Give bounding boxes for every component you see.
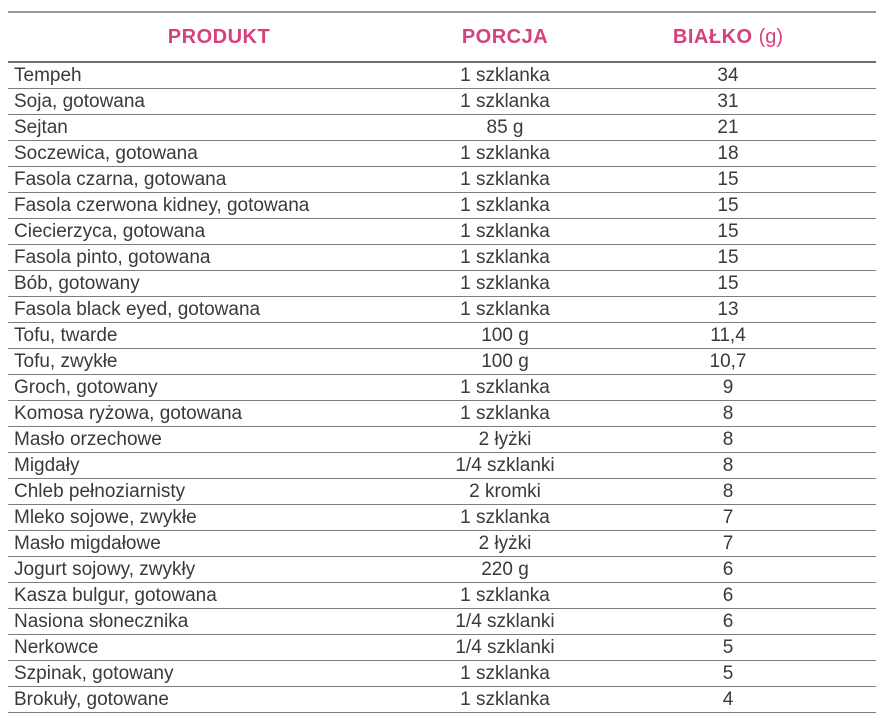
protein-cell: 11,4 [580,322,876,348]
product-cell: Kasza bulgur, gotowana [8,582,430,608]
portion-cell: 2 kromki [430,478,580,504]
header-product-label: PRODUKT [167,25,271,48]
portion-cell: 1 szklanka [430,244,580,270]
portion-cell: 1 szklanka [430,218,580,244]
protein-cell: 15 [580,166,876,192]
table-row [8,348,876,374]
protein-cell: 21 [580,114,876,140]
protein-cell: 9 [580,374,876,400]
table-row [8,322,876,348]
portion-cell: 1 szklanka [430,686,580,712]
protein-cell: 13 [580,296,876,322]
product-cell: Fasola black eyed, gotowana [8,296,430,322]
header-portion [430,12,580,62]
portion-cell: 220 g [430,556,580,582]
product-cell: Brokuły, gotowane [8,686,430,712]
table-row [8,218,876,244]
table-row [8,452,876,478]
protein-cell: 10,7 [580,348,876,374]
product-cell: Masło orzechowe [8,426,430,452]
portion-cell: 100 g [430,322,580,348]
portion-cell: 100 g [430,348,580,374]
product-cell: Fasola pinto, gotowana [8,244,430,270]
protein-cell: 15 [580,192,876,218]
portion-cell: 1 szklanka [430,166,580,192]
table-row [8,166,876,192]
product-cell: Tofu, twarde [8,322,430,348]
table-row [8,296,876,322]
header-protein-unit: (g) [758,25,784,48]
product-cell: Fasola czerwona kidney, gotowana [8,192,430,218]
table-row [8,88,876,114]
protein-cell: 4 [580,686,876,712]
protein-cell: 15 [580,218,876,244]
protein-cell: 5 [580,634,876,660]
protein-cell: 5 [580,660,876,686]
product-cell: Tofu, zwykłe [8,348,430,374]
portion-cell: 1 szklanka [430,504,580,530]
product-cell: Migdały [8,452,430,478]
protein-cell: 6 [580,556,876,582]
protein-cell: 15 [580,244,876,270]
portion-cell: 1 szklanka [430,270,580,296]
portion-cell: 1 szklanka [430,374,580,400]
portion-cell: 85 g [430,114,580,140]
table-row [8,426,876,452]
product-cell: Bób, gotowany [8,270,430,296]
portion-cell: 1/4 szklanki [430,452,580,478]
table-row [8,608,876,634]
portion-cell: 1 szklanka [430,62,580,88]
header-product [8,12,430,62]
product-cell: Szpinak, gotowany [8,660,430,686]
protein-table-container [8,11,876,713]
portion-cell: 1 szklanka [430,296,580,322]
protein-cell: 6 [580,608,876,634]
protein-cell: 15 [580,270,876,296]
protein-cell: 18 [580,140,876,166]
protein-cell: 8 [580,426,876,452]
portion-cell: 1 szklanka [430,192,580,218]
protein-cell: 8 [580,478,876,504]
table-row [8,114,876,140]
product-cell: Ciecierzyca, gotowana [8,218,430,244]
portion-cell: 1 szklanka [430,140,580,166]
table-row [8,192,876,218]
table-row [8,244,876,270]
table-row [8,582,876,608]
table-row [8,62,876,88]
product-cell: Sejtan [8,114,430,140]
protein-cell: 31 [580,88,876,114]
protein-cell: 8 [580,400,876,426]
table-row [8,270,876,296]
protein-table [8,11,876,713]
table-row [8,634,876,660]
protein-cell: 8 [580,452,876,478]
portion-cell: 1/4 szklanki [430,608,580,634]
product-cell: Nerkowce [8,634,430,660]
portion-cell: 1/4 szklanki [430,634,580,660]
portion-cell: 1 szklanka [430,582,580,608]
table-row [8,504,876,530]
protein-cell: 7 [580,504,876,530]
product-cell: Komosa ryżowa, gotowana [8,400,430,426]
protein-cell: 34 [580,62,876,88]
protein-cell: 6 [580,582,876,608]
product-cell: Masło migdałowe [8,530,430,556]
product-cell: Soja, gotowana [8,88,430,114]
product-cell: Chleb pełnoziarnisty [8,478,430,504]
table-row [8,400,876,426]
header-protein-label: BIAŁKO [672,25,753,48]
header-protein [580,12,876,62]
product-cell: Tempeh [8,62,430,88]
portion-cell: 1 szklanka [430,400,580,426]
portion-cell: 2 łyżki [430,426,580,452]
table-body [8,62,876,712]
table-row [8,140,876,166]
table-row [8,530,876,556]
table-row [8,686,876,712]
product-cell: Soczewica, gotowana [8,140,430,166]
table-row [8,660,876,686]
portion-cell: 1 szklanka [430,88,580,114]
product-cell: Mleko sojowe, zwykłe [8,504,430,530]
protein-cell: 7 [580,530,876,556]
portion-cell: 1 szklanka [430,660,580,686]
table-row [8,478,876,504]
product-cell: Jogurt sojowy, zwykły [8,556,430,582]
portion-cell: 2 łyżki [430,530,580,556]
product-cell: Nasiona słonecznika [8,608,430,634]
header-portion-label: PORCJA [461,25,549,48]
table-row [8,374,876,400]
product-cell: Fasola czarna, gotowana [8,166,430,192]
header-row [8,12,876,62]
table-row [8,556,876,582]
product-cell: Groch, gotowany [8,374,430,400]
